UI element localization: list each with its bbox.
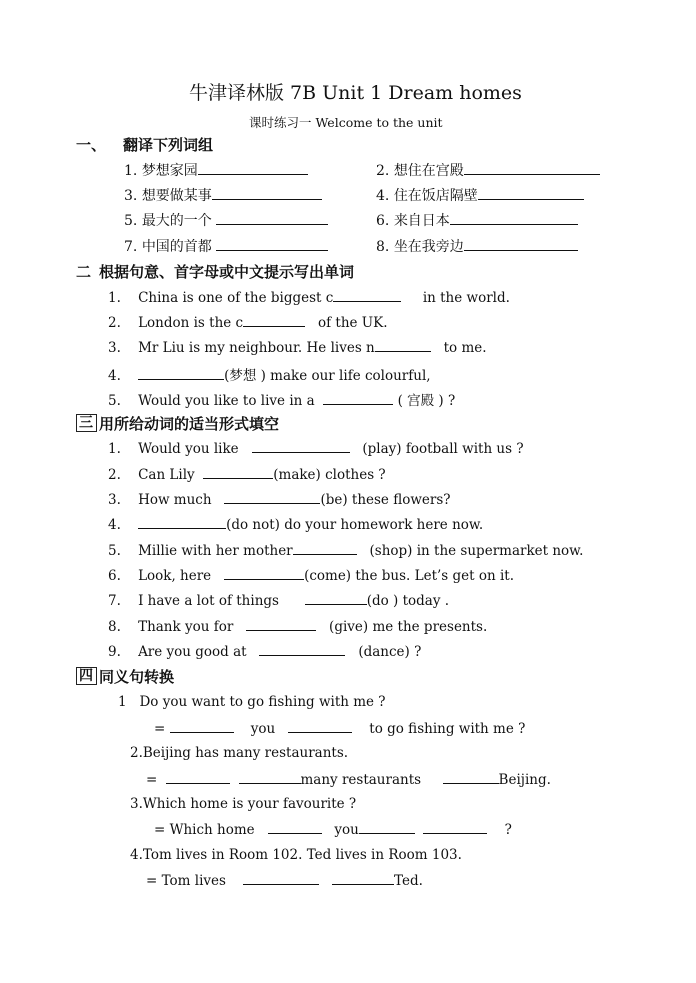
answer-blank[interactable] (443, 771, 499, 784)
s3-item-2: 2. Can Lily (make) clothes ? (108, 467, 386, 483)
answer-blank[interactable] (305, 592, 367, 605)
answer-blank[interactable] (166, 771, 230, 784)
s4-answer-3: = Which home you ? (154, 822, 512, 838)
s1-item-6: 6. 来自日本 (376, 210, 578, 230)
answer-blank[interactable] (246, 618, 316, 631)
s2-item-2: 2. London is the c of the UK. (108, 315, 388, 331)
answer-blank[interactable] (323, 392, 393, 405)
section-2-number: 二 (76, 263, 92, 281)
s4-answer-2: = many restaurants Beijing. (146, 772, 551, 788)
section-4-number: 四 (76, 667, 97, 685)
answer-blank[interactable] (224, 491, 320, 504)
s3-item-9: 9. Are you good at (dance) ? (108, 644, 422, 660)
s2-item-3: 3. Mr Liu is my neighbour. He lives n to me. (108, 340, 487, 356)
s4-question-1: 1 Do you want to go fishing with me ? (118, 694, 386, 710)
answer-blank[interactable] (138, 367, 224, 380)
s1-item-1: 1. 梦想家园 (124, 160, 308, 180)
s4-answer-1: = you to go fishing with me ? (154, 721, 526, 737)
s1-item-8: 8. 坐在我旁边 (376, 236, 578, 256)
section-4-heading: 同义句转换 (99, 668, 175, 686)
answer-blank[interactable] (423, 821, 487, 834)
s3-item-1: 1. Would you like (play) football with us ? (108, 441, 524, 457)
s2-item-5: 5. Would you like to live in a ( 宫殿 ) ? (108, 393, 456, 409)
answer-blank[interactable] (243, 314, 305, 327)
section-1-heading: 翻译下列词组 (123, 136, 214, 154)
s3-item-4: 4. (do not) do your homework here now. (108, 517, 484, 533)
section-1-number: 一、 (76, 136, 107, 154)
s1-item-7: 7. 中国的首都 (124, 236, 328, 256)
s2-item-4: 4. (梦想 ) make our life colourful, (108, 368, 431, 384)
answer-blank[interactable] (252, 440, 350, 453)
answer-blank[interactable] (464, 162, 600, 175)
answer-blank[interactable] (138, 516, 226, 529)
answer-blank[interactable] (224, 567, 304, 580)
s4-question-3: 3.Which home is your favourite ? (130, 796, 357, 812)
s3-item-6: 6. Look, here (come) the bus. Let’s get on it. (108, 568, 514, 584)
answer-blank[interactable] (375, 339, 431, 352)
answer-blank[interactable] (478, 187, 584, 200)
s3-item-5: 5. Millie with her mother (shop) in the supermarket now. (108, 543, 584, 559)
s4-question-2: 2.Beijing has many restaurants. (130, 745, 349, 761)
s1-item-4: 4. 住在饭店隔壁 (376, 185, 584, 205)
section-3-heading: 用所给动词的适当形式填空 (99, 415, 280, 433)
answer-blank[interactable] (464, 238, 578, 251)
s2-item-1: 1. China is one of the biggest c in the world. (108, 290, 510, 306)
answer-blank[interactable] (268, 821, 322, 834)
answer-blank[interactable] (332, 872, 394, 885)
answer-blank[interactable] (359, 821, 415, 834)
s3-item-3: 3. How much (be) these flowers? (108, 492, 451, 508)
page-subtitle: 课时练习一 Welcome to the unit (249, 115, 443, 130)
s4-question-4: 4.Tom lives in Room 102. Ted lives in Room 103. (130, 847, 462, 863)
answer-blank[interactable] (259, 643, 345, 656)
s4-answer-4: = Tom lives Ted. (146, 873, 423, 889)
answer-blank[interactable] (239, 771, 301, 784)
s3-item-8: 8. Thank you for (give) me the presents. (108, 619, 488, 635)
s1-item-3: 3. 想要做某事 (124, 185, 322, 205)
s1-item-5: 5. 最大的一个 (124, 210, 328, 230)
s1-item-2: 2. 想住在宫殿 (376, 160, 600, 180)
page-title: 牛津译林版 7B Unit 1 Dream homes (189, 82, 522, 104)
answer-blank[interactable] (450, 212, 578, 225)
answer-blank[interactable] (333, 289, 401, 302)
section-3-number: 三 (76, 414, 97, 432)
answer-blank[interactable] (288, 720, 352, 733)
section-2-heading: 根据句意、首字母或中文提示写出单词 (99, 263, 355, 281)
answer-blank[interactable] (203, 466, 273, 479)
answer-blank[interactable] (212, 187, 322, 200)
answer-blank[interactable] (243, 872, 319, 885)
answer-blank[interactable] (216, 238, 328, 251)
answer-blank[interactable] (216, 212, 328, 225)
answer-blank[interactable] (170, 720, 234, 733)
s3-item-7: 7. I have a lot of things (do ) today . (108, 593, 450, 609)
answer-blank[interactable] (198, 162, 308, 175)
answer-blank[interactable] (293, 542, 357, 555)
